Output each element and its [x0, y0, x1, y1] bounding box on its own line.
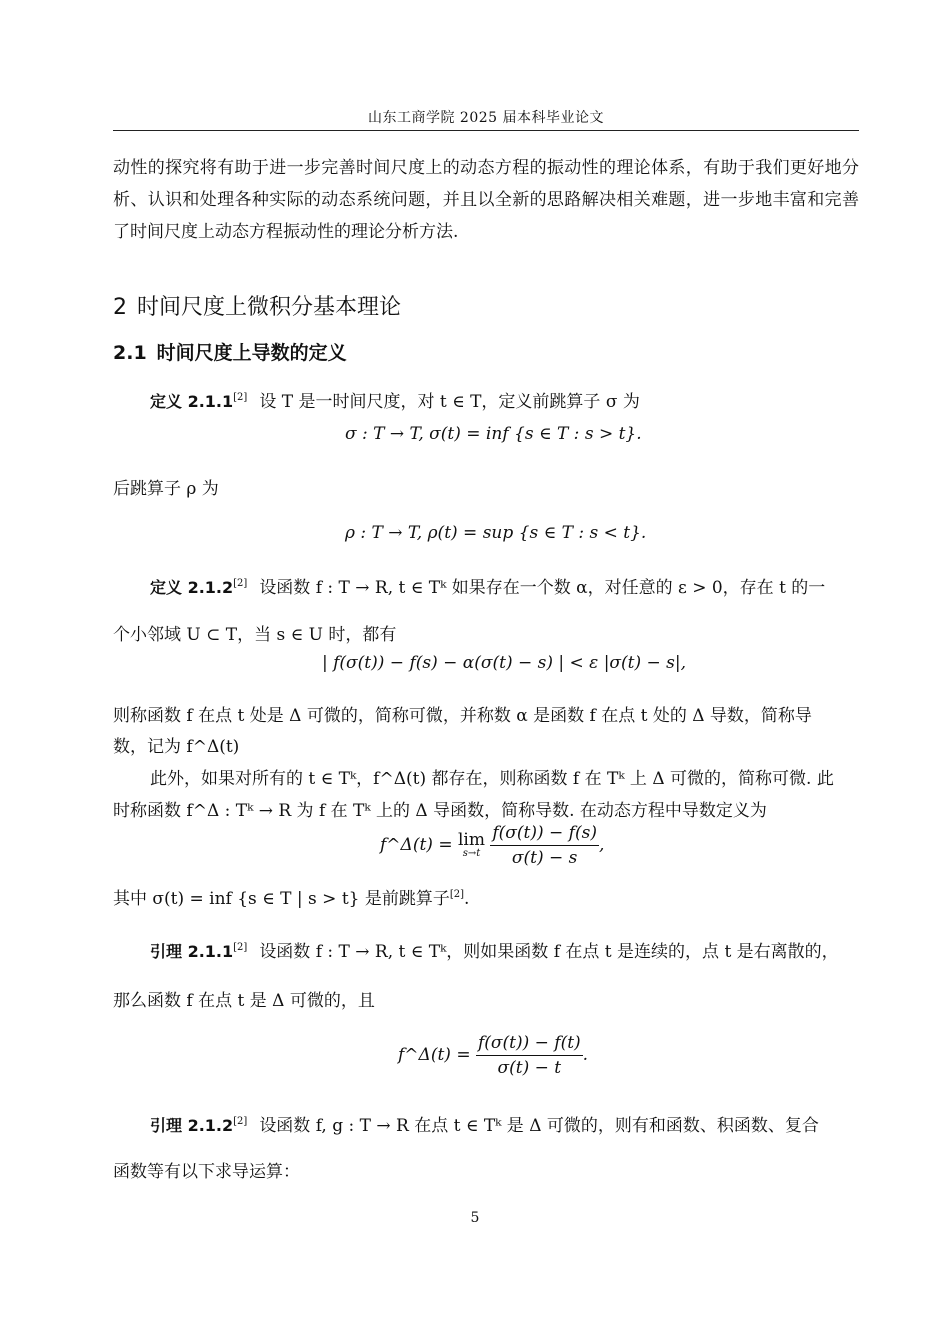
page-number: 5 [470, 1210, 480, 1226]
lemma-text-line-2: 那么函数 f 在点 t 是 Δ 可微的，且 [113, 991, 375, 1011]
derivative-limit-formula [380, 823, 604, 868]
numerator: f(σ(t)) − f(s) [490, 823, 599, 846]
formula-period: . [582, 1045, 589, 1065]
difference-quotient [490, 823, 599, 868]
denominator: σ(t) − s [511, 848, 578, 868]
sigma-remark [113, 884, 469, 909]
lemma-text: 设函数 f : T → R, t ∈ Tᵏ，则如果函数 f 在点 t 是连续的，点 t 是右离散的， [259, 942, 839, 962]
right-scattered-derivative-formula [398, 1033, 588, 1078]
section-heading [113, 290, 401, 321]
running-header: 山东工商学院 2025 届本科毕业论文 [367, 110, 605, 126]
intro-paragraph: 动性的探究将有助于进一步完善时间尺度上的动态方程的振动性的理论体系，有助于我们更好地分析、认识和处理各种实际的动态系统问题，并且以全新的思路解决相关难题，进一步地丰富和完善了时间尺度上动态方程振动性的理论分析方法. [113, 158, 859, 242]
lemma-text: 设函数 f, g : T → R 在点 t ∈ Tᵏ 是 Δ 可微的，则有和函数、积函数、复合 [259, 1116, 819, 1136]
derivative-lhs: f^Δ(t) = [398, 1045, 471, 1065]
definition-label: 定义 2.1.1 [150, 392, 234, 411]
definition-consequence-4: 时称函数 f^Δ : Tᵏ → R 为 f 在 Tᵏ 上的 Δ 导函数，简称导数. 在动态方程中导数定义为 [113, 801, 767, 821]
subsection-heading [113, 338, 347, 365]
sigma-formula: σ : T → T, σ(t) = inf {s ∈ T : s > t}. [345, 424, 642, 444]
definition-text-line-2: 个小邻域 U ⊂ T，当 s ∈ U 时，都有 [113, 625, 397, 645]
definition-label: 定义 2.1.2 [150, 578, 234, 597]
citation: [2] [233, 578, 248, 589]
denominator: σ(t) − t [497, 1058, 562, 1078]
rho-formula: ρ : T → T, ρ(t) = sup {s ∈ T : s < t}. [345, 523, 647, 543]
subsection-title: 时间尺度上导数的定义 [156, 342, 347, 364]
lim-subscript: s→t [462, 848, 481, 859]
derivative-lhs: f^Δ(t) = [380, 835, 453, 855]
lim-text: lim [457, 830, 485, 850]
lemma-2-1-1 [150, 937, 839, 962]
period: . [464, 889, 470, 909]
definition-2-1-1 [150, 387, 640, 412]
citation: [2] [449, 889, 465, 900]
definition-text: 设函数 f : T → R, t ∈ Tᵏ 如果存在一个数 α，对任意的 ε > 0，存在 t 的一 [259, 578, 826, 598]
numerator: f(σ(t)) − f(t) [476, 1033, 583, 1056]
citation: [2] [233, 942, 248, 953]
formula-comma: , [598, 835, 605, 855]
rho-intro: 后跳算子 ρ 为 [113, 479, 219, 499]
definition-2-1-2 [150, 573, 825, 598]
differentiability-inequality: | f(σ(t)) − f(s) − α(σ(t) − s) | < ε |σ(t) − s|, [322, 653, 687, 673]
definition-consequence-3: 此外，如果对所有的 t ∈ Tᵏ，f^Δ(t) 都存在，则称函数 f 在 Tᵏ 上 Δ 可微的，简称可微. 此 [150, 769, 834, 789]
lemma-2-1-2 [150, 1111, 819, 1136]
difference-quotient [476, 1033, 583, 1078]
lemma-text-line-2: 函数等有以下求导运算： [113, 1162, 300, 1182]
header-rule [113, 130, 859, 131]
definition-consequence-1: 则称函数 f 在点 t 处是 Δ 可微的，简称可微，并称数 α 是函数 f 在点 t 处的 Δ 导数，简称导 [113, 706, 812, 726]
citation: [2] [233, 1116, 248, 1127]
section-number: 2 [113, 295, 127, 320]
subsection-number: 2.1 [113, 342, 147, 364]
section-title: 时间尺度上微积分基本理论 [137, 295, 402, 320]
definition-consequence-2: 数，记为 f^Δ(t) [113, 737, 240, 757]
lemma-label: 引理 2.1.1 [150, 942, 234, 961]
citation: [2] [233, 392, 248, 403]
limit-operator [458, 832, 485, 859]
sigma-remark-text: 其中 σ(t) = inf {s ∈ T | s > t} 是前跳算子 [113, 889, 450, 909]
lemma-label: 引理 2.1.2 [150, 1116, 234, 1135]
definition-text: 设 T 是一时间尺度，对 t ∈ T，定义前跳算子 σ 为 [259, 392, 640, 412]
